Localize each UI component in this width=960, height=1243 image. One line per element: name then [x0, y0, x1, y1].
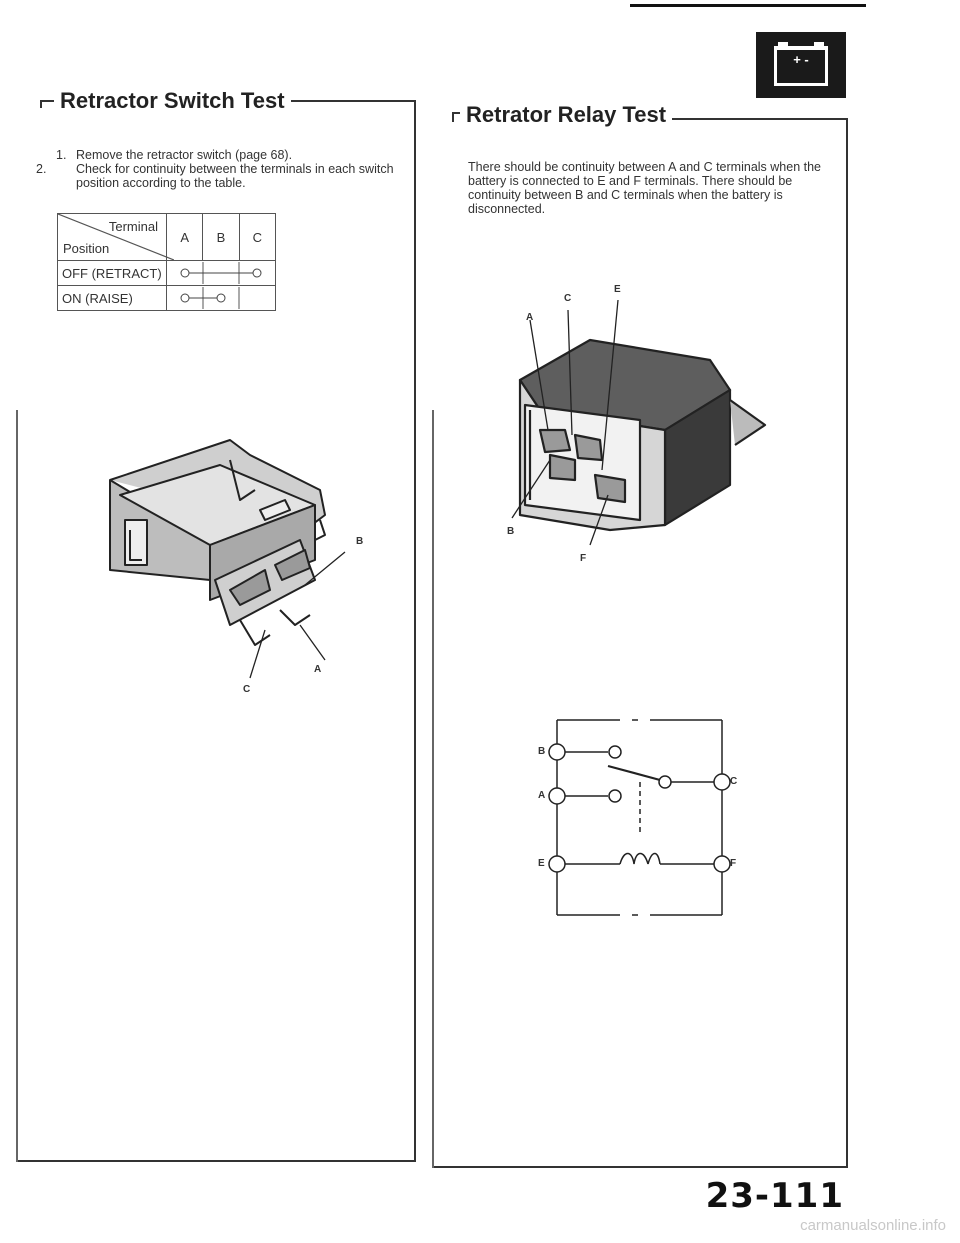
relay-test-title: Retrator Relay Test [460, 102, 672, 128]
switch-label-b: B [356, 536, 364, 547]
relay-label-b: B [507, 526, 515, 537]
table-row: ON (RAISE) [58, 286, 276, 311]
table-col-header: B [203, 214, 239, 261]
step-item: 2. Check for continuity between the terminals in each switch position according to the table. [36, 162, 394, 190]
continuity-table [57, 213, 276, 311]
continuity-on [167, 286, 276, 311]
relay-test-paragraph: There should be continuity between A and C terminals when the battery is connected to E and F terminals. There should be continuity between B and C terminals when the battery is disconnected. [468, 160, 821, 216]
svg-text:+ -: + - [793, 52, 809, 67]
relay-schematic [540, 710, 740, 920]
retractor-switch-illustration [90, 420, 390, 710]
step-item: 1. Remove the retractor switch (page 68). [56, 148, 293, 162]
step-list [36, 148, 406, 190]
schematic-label-a: A [538, 790, 546, 801]
table-col-header: A [167, 214, 203, 261]
relay-illustration [490, 280, 790, 570]
switch-label-a: A [314, 664, 322, 675]
retractor-switch-title: Retractor Switch Test [54, 88, 291, 114]
relay-label-f: F [580, 553, 587, 564]
schematic-label-b: B [538, 746, 546, 757]
switch-label-c: C [243, 684, 251, 695]
table-col-header: C [239, 214, 275, 261]
table-corner-header: Terminal Position [58, 214, 167, 261]
relay-label-e: E [614, 284, 621, 295]
schematic-label-e: E [538, 858, 545, 869]
top-rule [630, 4, 866, 7]
schematic-label-c: C [730, 776, 738, 787]
page-number: 23-111 [705, 1176, 844, 1216]
watermark: carmanualsonline.info [800, 1217, 946, 1234]
relay-label-a: A [526, 312, 534, 323]
schematic-label-f: F [730, 858, 737, 869]
table-row: OFF (RETRACT) [58, 261, 276, 286]
continuity-off [167, 261, 276, 286]
battery-icon [756, 32, 846, 98]
relay-label-c: C [564, 293, 572, 304]
